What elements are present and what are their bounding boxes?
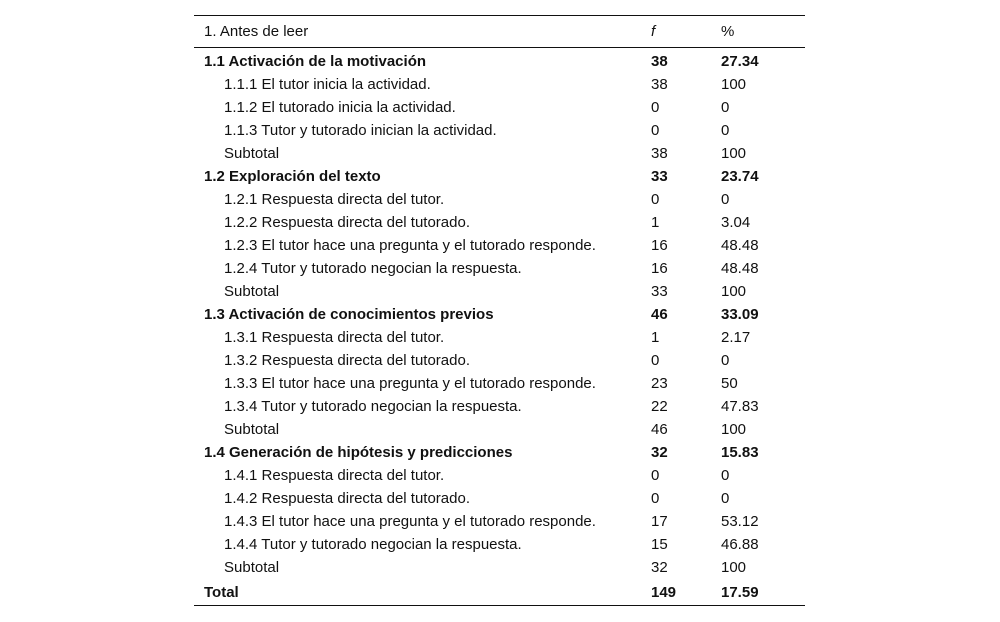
row-frequency: 46 bbox=[651, 421, 668, 438]
row-frequency: 15 bbox=[651, 536, 668, 553]
row-frequency: 0 bbox=[651, 352, 660, 369]
row-frequency: 23 bbox=[651, 375, 668, 392]
row-percent: 3.04 bbox=[721, 214, 751, 231]
row-percent: 0 bbox=[721, 490, 730, 507]
table-row bbox=[194, 234, 805, 257]
row-label: 1.2.2 Respuesta directa del tutorado. bbox=[224, 214, 470, 231]
row-percent: 100 bbox=[721, 145, 747, 162]
table-row bbox=[194, 142, 805, 165]
row-percent: 27.34 bbox=[721, 53, 759, 70]
row-label: Subtotal bbox=[224, 421, 280, 438]
row-label: 1.4.3 El tutor hace una pregunta y el tutorado responde. bbox=[224, 513, 596, 530]
row-label: Subtotal bbox=[224, 283, 280, 300]
row-label: Subtotal bbox=[224, 145, 280, 162]
header-percent: % bbox=[721, 23, 735, 40]
row-percent: 100 bbox=[721, 421, 747, 438]
row-percent: 15.83 bbox=[721, 444, 759, 461]
table-row bbox=[194, 510, 805, 533]
table-row bbox=[194, 556, 805, 579]
table-row bbox=[194, 395, 805, 418]
row-label: 1.1.2 El tutorado inicia la actividad. bbox=[224, 99, 456, 116]
row-frequency: 1 bbox=[651, 329, 660, 346]
table-row bbox=[194, 280, 805, 303]
header-category: 1. Antes de leer bbox=[204, 23, 309, 40]
row-frequency: 32 bbox=[651, 444, 668, 461]
row-percent: 48.48 bbox=[721, 260, 759, 277]
row-percent: 0 bbox=[721, 191, 730, 208]
table-row bbox=[194, 119, 805, 142]
row-percent: 46.88 bbox=[721, 536, 759, 553]
row-frequency: 1 bbox=[651, 214, 660, 231]
row-label: 1.4 Generación de hipótesis y predicciones bbox=[204, 444, 513, 461]
row-frequency: 22 bbox=[651, 398, 668, 415]
row-label: Total bbox=[204, 583, 239, 601]
section-row bbox=[194, 441, 805, 464]
row-label: 1.3.3 El tutor hace una pregunta y el tutorado responde. bbox=[224, 375, 596, 392]
table-row bbox=[194, 418, 805, 441]
row-label: 1.2.1 Respuesta directa del tutor. bbox=[224, 191, 445, 208]
row-label: Subtotal bbox=[224, 559, 280, 576]
row-frequency: 0 bbox=[651, 490, 660, 507]
row-frequency: 32 bbox=[651, 559, 668, 576]
row-percent: 100 bbox=[721, 559, 747, 576]
data-table-container bbox=[194, 15, 805, 606]
row-percent: 100 bbox=[721, 76, 747, 93]
row-frequency: 33 bbox=[651, 283, 668, 300]
section-row bbox=[194, 303, 805, 326]
row-label: 1.3.2 Respuesta directa del tutorado. bbox=[224, 352, 470, 369]
row-label: 1.1.1 El tutor inicia la actividad. bbox=[224, 76, 431, 93]
table-header-row bbox=[194, 16, 805, 48]
total-row bbox=[194, 579, 805, 606]
row-frequency: 0 bbox=[651, 122, 660, 139]
row-percent: 53.12 bbox=[721, 513, 759, 530]
data-table bbox=[194, 15, 805, 606]
row-label: 1.4.2 Respuesta directa del tutorado. bbox=[224, 490, 470, 507]
row-label: 1.2.4 Tutor y tutorado negocian la respuesta. bbox=[224, 260, 522, 277]
row-percent: 17.59 bbox=[721, 583, 759, 601]
row-percent: 0 bbox=[721, 99, 730, 116]
row-percent: 0 bbox=[721, 467, 730, 484]
row-frequency: 38 bbox=[651, 53, 668, 70]
table-row bbox=[194, 211, 805, 234]
row-frequency: 17 bbox=[651, 513, 668, 530]
row-percent: 47.83 bbox=[721, 398, 759, 415]
row-label: 1.1.3 Tutor y tutorado inician la actividad. bbox=[224, 122, 497, 139]
row-frequency: 38 bbox=[651, 145, 668, 162]
table-body bbox=[194, 48, 805, 606]
row-frequency: 0 bbox=[651, 467, 660, 484]
row-label: 1.3 Activación de conocimientos previos bbox=[204, 306, 494, 323]
row-percent: 2.17 bbox=[721, 329, 751, 346]
table-row bbox=[194, 349, 805, 372]
row-label: 1.3.1 Respuesta directa del tutor. bbox=[224, 329, 445, 346]
table-row bbox=[194, 326, 805, 349]
row-percent: 23.74 bbox=[721, 168, 759, 185]
section-row bbox=[194, 48, 805, 74]
row-percent: 50 bbox=[721, 375, 738, 392]
row-frequency: 149 bbox=[651, 583, 677, 601]
table-row bbox=[194, 96, 805, 119]
table-row bbox=[194, 533, 805, 556]
row-percent: 0 bbox=[721, 352, 730, 369]
row-frequency: 33 bbox=[651, 168, 668, 185]
row-label: 1.2 Exploración del texto bbox=[204, 168, 381, 185]
row-label: 1.2.3 El tutor hace una pregunta y el tutorado responde. bbox=[224, 237, 596, 254]
row-percent: 0 bbox=[721, 122, 730, 139]
row-percent: 100 bbox=[721, 283, 747, 300]
table-row bbox=[194, 464, 805, 487]
table-row bbox=[194, 372, 805, 395]
row-frequency: 38 bbox=[651, 76, 668, 93]
row-label: 1.3.4 Tutor y tutorado negocian la respuesta. bbox=[224, 398, 522, 415]
row-percent: 33.09 bbox=[721, 306, 759, 323]
row-label: 1.1 Activación de la motivación bbox=[204, 53, 427, 70]
row-frequency: 46 bbox=[651, 306, 668, 323]
table-row bbox=[194, 257, 805, 280]
row-frequency: 16 bbox=[651, 260, 668, 277]
header-frequency: f bbox=[651, 23, 656, 40]
row-frequency: 0 bbox=[651, 99, 660, 116]
table-row bbox=[194, 188, 805, 211]
row-frequency: 16 bbox=[651, 237, 668, 254]
table-row bbox=[194, 73, 805, 96]
row-label: 1.4.1 Respuesta directa del tutor. bbox=[224, 467, 445, 484]
row-label: 1.4.4 Tutor y tutorado negocian la respuesta. bbox=[224, 536, 522, 553]
table-row bbox=[194, 487, 805, 510]
row-percent: 48.48 bbox=[721, 237, 759, 254]
section-row bbox=[194, 165, 805, 188]
row-frequency: 0 bbox=[651, 191, 660, 208]
